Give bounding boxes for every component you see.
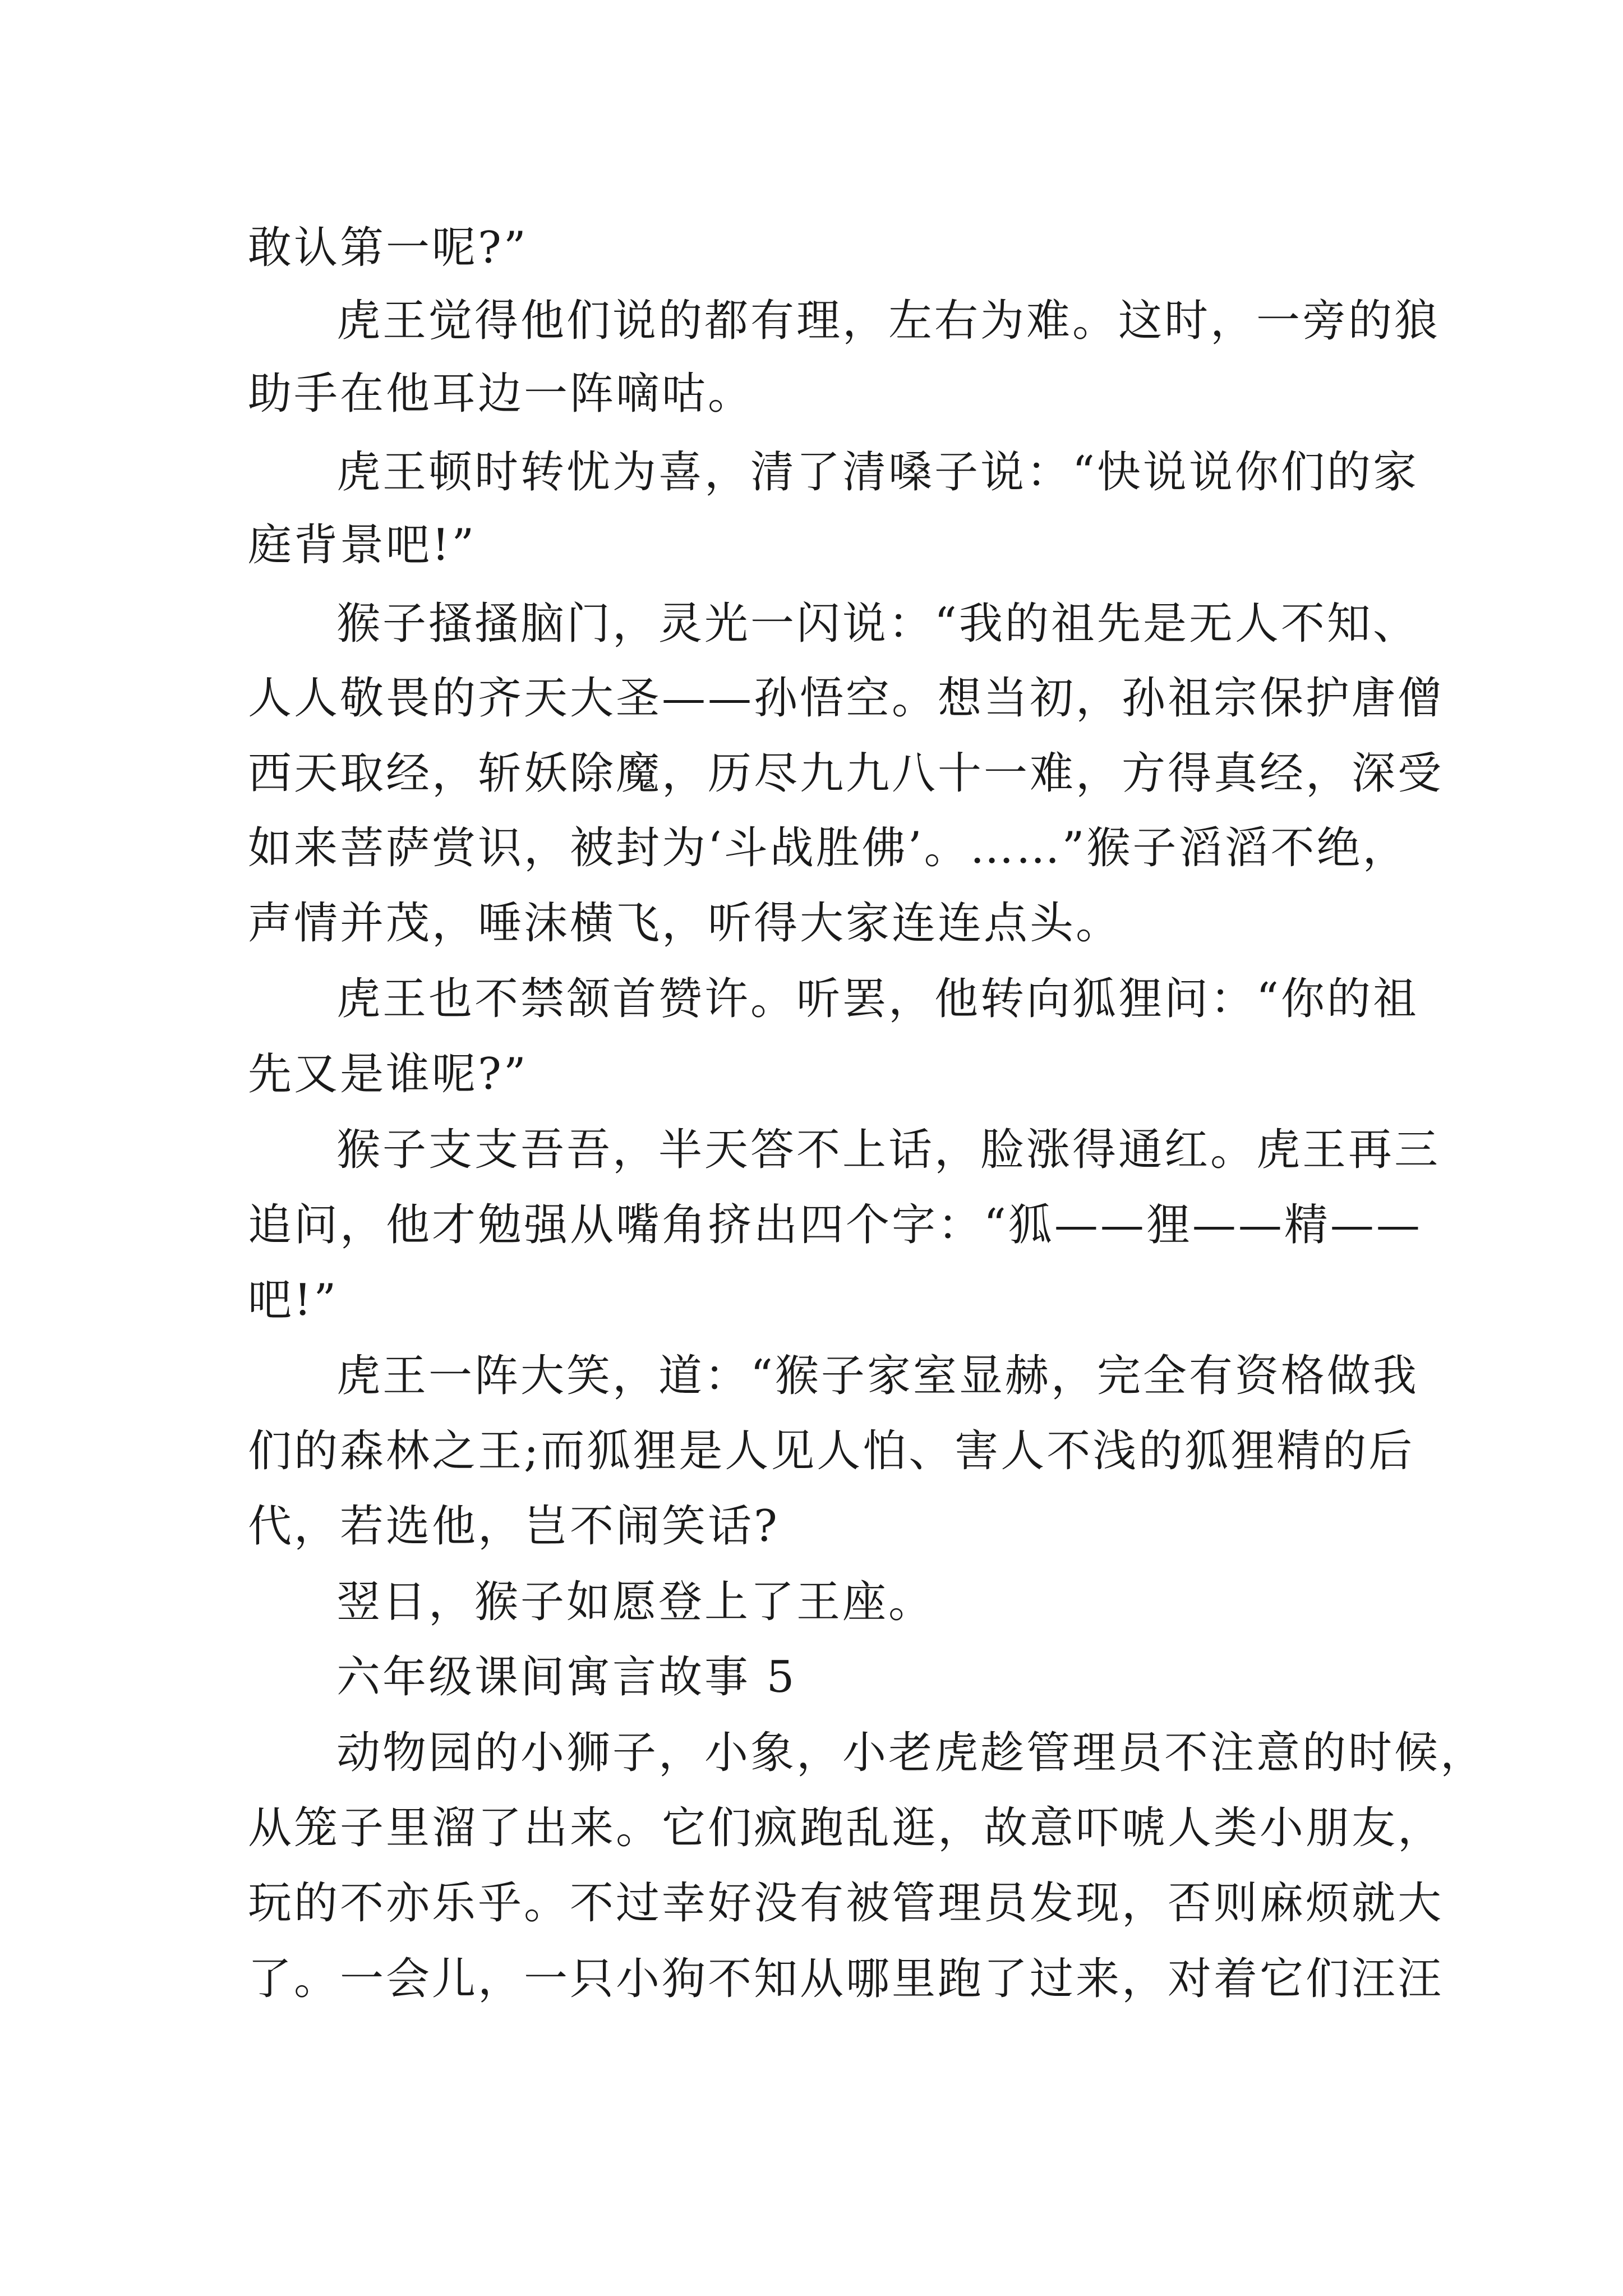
text-line: 先又是谁呢?” (248, 1049, 528, 1099)
text-line: 虎王一阵大笑，道：“猴子家室显赫，完全有资格做我 (336, 1351, 1419, 1401)
text-line: 代，若选他，岂不闹笑话? (248, 1501, 780, 1552)
text-line: 玩的不亦乐乎。不过幸好没有被管理员发现，否则麻烦就大 (248, 1878, 1444, 1929)
text-line: 虎王顿时转忧为喜，清了清嗓子说：“快说说你们的家 (336, 447, 1419, 498)
text-line: 翌日，猴子如愿登上了王座。 (336, 1577, 935, 1627)
text-line: 虎王觉得他们说的都有理，左右为难。这时，一旁的狼 (336, 296, 1441, 346)
text-line: 猴子搔搔脑门，灵光一闪说：“我的祖先是无人不知、 (336, 599, 1419, 649)
text-line: 了。一会儿，一只小狗不知从哪里跑了过来，对着它们汪汪 (248, 1954, 1444, 2004)
text-line: 庭背景吧!” (248, 520, 477, 570)
text-line: 动物园的小狮子，小象，小老虎趁管理员不注意的时候， (336, 1728, 1487, 1778)
text-line: 如来菩萨赏识，被封为‘斗战胜佛’。……”猴子滔滔不绝， (248, 823, 1409, 873)
text-line: 声情并茂，唾沫横飞，听得大家连连点头。 (248, 898, 1122, 949)
section-heading: 六年级课间寓言故事 5 (336, 1652, 797, 1703)
text-line: 人人敬畏的齐天大圣——孙悟空。想当初，孙祖宗保护唐僧 (248, 673, 1444, 724)
text-line: 西天取经，斩妖除魔，历尽九九八十一难，方得真经，深受 (248, 748, 1444, 799)
text-line: 助手在他耳边一阵嘀咕。 (248, 369, 754, 419)
text-line: 猴子支支吾吾，半天答不上话，脸涨得通红。虎王再三 (336, 1125, 1441, 1175)
text-line: 从笼子里溜了出来。它们疯跑乱逛，故意吓唬人类小朋友， (248, 1803, 1444, 1853)
text-line: 追问，他才勉强从嘴角挤出四个字：“狐——狸——精—— (248, 1200, 1422, 1250)
text-line: 虎王也不禁颔首赞许。听罢，他转向狐狸问：“你的祖 (336, 974, 1419, 1024)
text-line: 们的森林之王;而狐狸是人见人怕、害人不浅的狐狸精的后 (248, 1426, 1415, 1476)
text-line: 敢认第一呢?” (248, 223, 528, 273)
text-line: 吧!” (248, 1275, 339, 1326)
